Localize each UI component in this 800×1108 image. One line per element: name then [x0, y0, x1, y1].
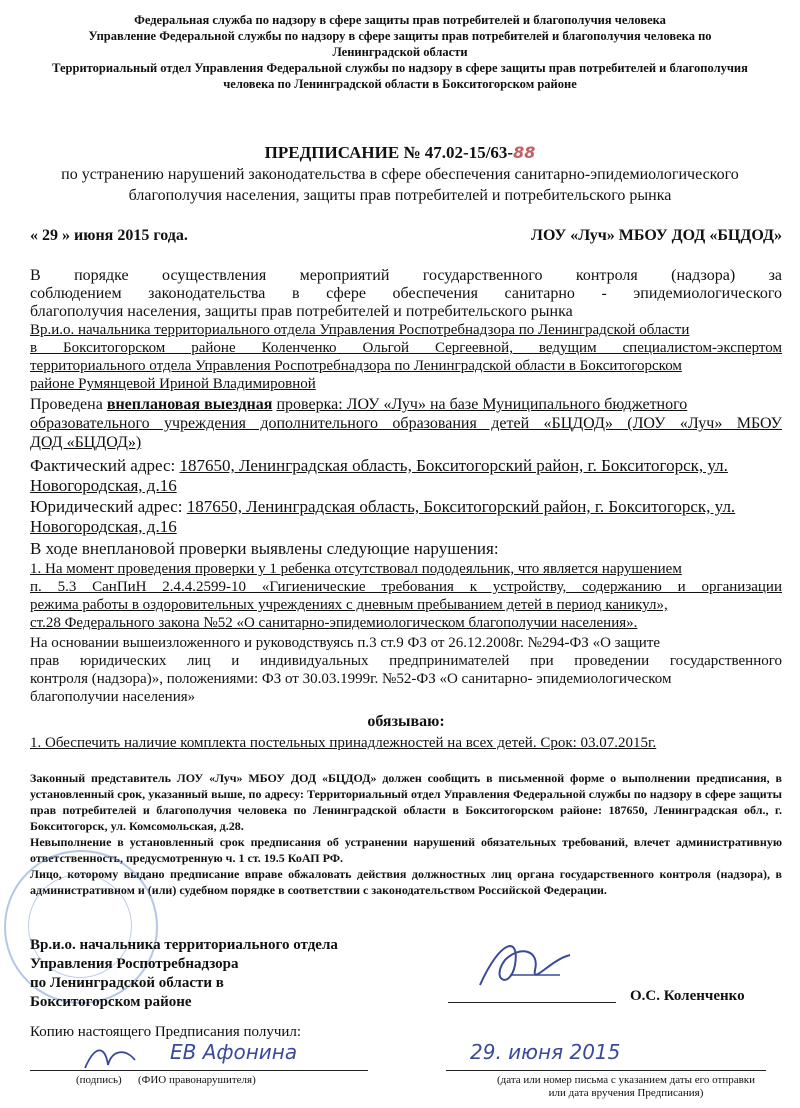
header-line-2: Управление Федеральной службы по надзору в сфере защиты прав потребителей и благополучия человека по Ленинградской области [88, 29, 712, 59]
violations-intro: В ходе внеплановой проверки выявлены следующие нарушения: [30, 539, 499, 558]
receipt-handwritten-date: 29. июня 2015 [470, 1040, 621, 1064]
signatory-name: О.С. Коленченко [630, 988, 745, 1004]
caption-date-line-1: (дата или номер письма с указанием даты его отправки [496, 1074, 756, 1086]
basis-line-1: На основании вышеизложенного и руководствуясь п.3 ст.9 ФЗ от 26.12.2008г. №294-ФЗ «О защите [30, 635, 661, 651]
agency-header [30, 12, 770, 92]
fact-address-value: 187650, Ленинградская область, Бокситогорский район, г. Бокситогорск, ул. [179, 456, 728, 475]
p2-line-1: Вр.и.о. начальника территориального отдела Управления Роспотребнадзора по Ленинградской области [30, 322, 690, 338]
p3-line-1 [30, 395, 782, 414]
legal-address-line-1 [30, 497, 782, 516]
caption-date [476, 1074, 776, 1100]
p2-line-2: в Бокситогорском районе Коленченко Ольгой Сергеевной, ведущим специалистом-экспертом [30, 340, 782, 356]
signature-scribble [470, 930, 580, 1000]
p2-line-4: районе Румянцевой Ириной Владимировной [30, 376, 316, 392]
signatory-line-1: Вр.и.о. начальника территориального отдела [30, 937, 338, 953]
basis-line-4: благополучии населения» [30, 689, 196, 705]
violation-line-1: 1. На момент проведения проверки у 1 ребенка отсутствовал пододеяльник, что является нарушением [30, 561, 682, 577]
fact-address-line-2: Новогородская, д.16 [30, 476, 177, 495]
receipt-line-right [446, 1070, 766, 1071]
note-reporting: Законный представитель ЛОУ «Луч» МБОУ ДОД «БЦДОД» должен сообщить в письменной форме о выполнении предписания, в установленный срок, указанный выше, по адресу: Территориальный отдел Управления Федеральной службы по надзору в сфере защиты прав потребителей и благополучия человека по Ленинградской области в Бокситогорском районе: 187650, Ленинградская обл., г. Бокситогорск, ул. Комсомольская, д.28. [30, 771, 782, 833]
legal-address-value: 187650, Ленинградская область, Бокситогорский район, г. Бокситогорск, ул. [186, 497, 736, 516]
inspected-organization: ЛОУ «Луч» МБОУ ДОД «БЦДОД» [531, 227, 782, 244]
p3-rest: проверка: ЛОУ «Луч» на базе Муниципального бюджетного [276, 396, 688, 413]
basis-line-2: прав юридических лиц и индивидуальных предпринимателей при проведении государственного [30, 653, 782, 669]
handwritten-number: 88 [513, 143, 536, 162]
note-appeal: Лицо, которому выдано предписание вправе обжаловать действия должностных лиц органа государственного контроля (надзора), в административном и (или) судебном порядке в соответствии с законодательством Российской Федерации. [30, 867, 782, 897]
p2-line-3: территориального отдела Управления Роспотребнадзора по Ленинградской области в Бокситогорском [30, 358, 682, 374]
document-date: « 29 » июня 2015 года. [30, 227, 188, 244]
basis-line-3: контроля (надзора)», положениями: ФЗ от 30.03.1999г. №52-ФЗ «О санитарно- эпидемиологическом [30, 671, 672, 687]
recipient-handwritten-name: ЕВ Афонина [170, 1040, 298, 1064]
signatory-block [30, 936, 338, 1012]
p3-line-3: ДОД «БЦДОД») [30, 434, 142, 451]
fact-address-line-1 [30, 456, 782, 475]
p3-prefix: Проведена [30, 396, 103, 413]
p1-line-2: соблюдением законодательства в сфере обеспечения санитарно - эпидемиологического [30, 285, 782, 302]
header-line-3: Территориальный отдел Управления Федеральной службы по надзору в сфере защиты прав потребителей и благополучия человека по Ленинградской области в Бокситогорском районе [52, 61, 748, 91]
recipient-signature [80, 1040, 140, 1074]
header-line-1: Федеральная служба по надзору в сфере защиты прав потребителей и благополучия человека [134, 13, 666, 27]
violation-line-2: п. 5.3 СанПиН 2.4.4.2599-10 «Гигиенические требования к устройству, содержанию и организации [30, 579, 782, 595]
caption-date-line-2: или дата вручения Предписания) [548, 1087, 704, 1099]
fact-address-label: Фактический адрес: [30, 456, 176, 475]
p3-inspection-type: внеплановая выездная [106, 396, 273, 413]
p1-line-1: В порядке осуществления мероприятий государственного контроля (надзора) за [30, 267, 782, 284]
p3-line-2: образовательного учреждения дополнительного образования детей «БЦДОД» (ЛОУ «Луч» МБОУ [30, 415, 782, 432]
caption-signature: (подпись) [76, 1074, 122, 1086]
signatory-line-4: Бокситогорском районе [30, 994, 192, 1010]
document-subtitle: по устранению нарушений законодательства в сфере обеспечения санитарно-эпидемиологического благополучия населения, защиты прав потребителей и потребительского рынка [61, 166, 739, 204]
receipt-label: Копию настоящего Предписания получил: [30, 1024, 302, 1040]
violation-line-4: ст.28 Федерального закона №52 «О санитарно-эпидемиологическом благополучии населения». [30, 615, 638, 631]
date-line [30, 226, 782, 245]
signature-line [448, 1002, 616, 1003]
note-liability: Невыполнение в установленный срок предписания об устранении нарушений обязательных требований, влечет административную ответственность, предусмотренную ч. 1 ст. 19.5 КоАП РФ. [30, 835, 782, 865]
obligate-heading: обязываю: [367, 713, 445, 730]
caption-fio: (ФИО правонарушителя) [138, 1074, 256, 1086]
document-title [0, 143, 800, 163]
signatory-line-3: по Ленинградской области в [30, 975, 224, 991]
obligation-1: 1. Обеспечить наличие комплекта постельных принадлежностей на всех детей. Срок: 03.07.2015г. [30, 735, 657, 751]
signatory-line-2: Управления Роспотребнадзора [30, 956, 239, 972]
title-label: ПРЕДПИСАНИЕ № 47.02-15/63- [264, 143, 514, 162]
legal-address-line-2: Новогородская, д.16 [30, 517, 177, 536]
violation-line-3: режима работы в оздоровительных учреждениях с дневным пребыванием детей в период каникул», [30, 597, 668, 613]
p1-line-3: благополучия населения, защиты прав потребителей и потребительского рынка [30, 303, 573, 320]
legal-address-label: Юридический адрес: [30, 497, 183, 516]
